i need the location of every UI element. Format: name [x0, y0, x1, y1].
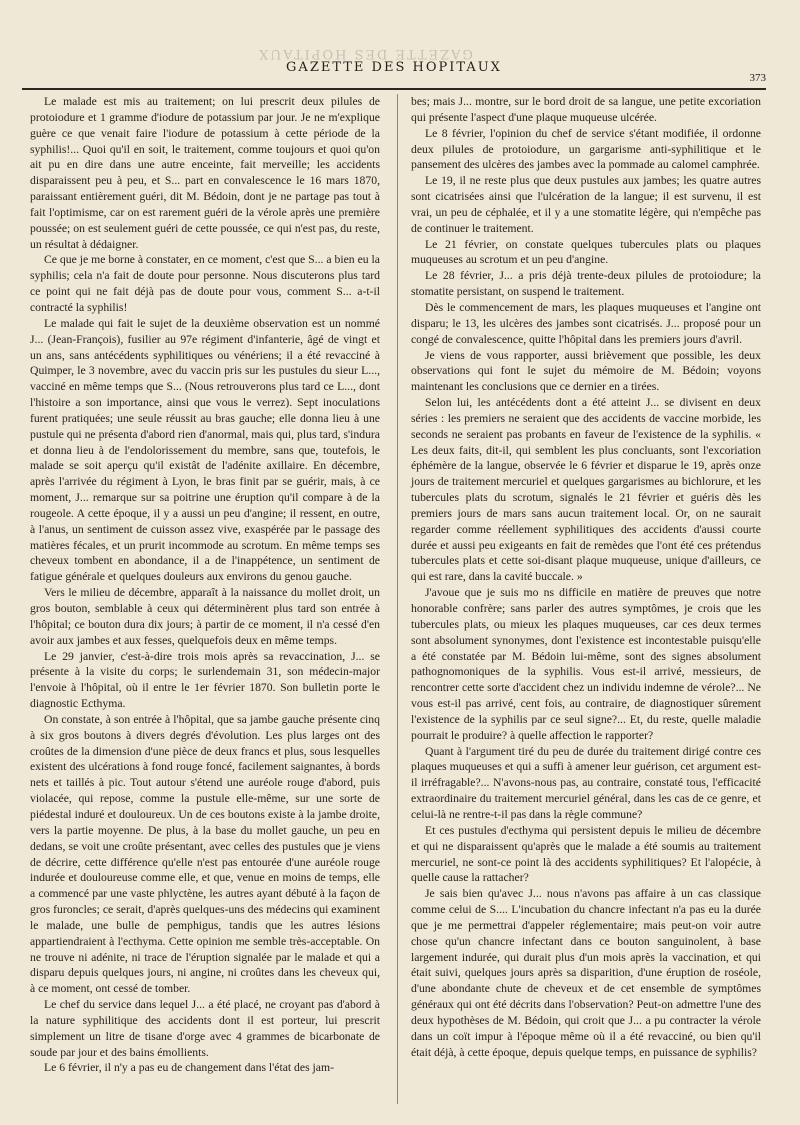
paragraph: bes; mais J... montre, sur le bord droit de sa langue, une petite excoriation qui présente l'aspect d'une plaque muqueuse ulcérée. — [411, 95, 761, 124]
paragraph: Le 8 février, l'opinion du chef de service s'étant modifiée, il ordonne deux pilules de protoiodure, un gargarisme anti-syphilitique et le pansement des ulcères des jambes avec la pommade au calomel camphrée. — [411, 126, 761, 172]
paragraph: Je sais bien qu'avec J... nous n'avons pas affaire à un cas classique comme celui de S.... L'incubation du chancre infectant n'a pas eu la durée que je me permettrai d'appeler réglementaire; mais peut-on voir autre chose qu'un chancre infectant dans ce bouton sanguinolent, à base largement indurée, qui durait plus d'un mois après la vaccination, et qui était suivi, quelques jours après sa disparition, d'une éruption de roséole, d'une abondante chute de cheveux et de cet ensemble de symptômes généraux qui ont été décrits dans l'observation? Peut-on admettre l'une des deux hypothèses de M. Bédoin, qui croit que J... a pu contracter la vérole dans un coït impur à l'époque même où il a été revacciné, ou bien qu'il était déjà, à cette époque, depuis quelque temps, en puissance de syphilis? — [411, 887, 761, 1059]
paragraph: On constate, à son entrée à l'hôpital, que sa jambe gauche présente cinq à six gros boutons à divers degrés d'évolution. Les plus larges ont des croûtes de la dimension d'une pièce de deux francs et plus, sous lesquelles existent des ulcérations à fond rouge foncé, facilement saignantes, à bords nets et taillés à pic. Tout autour s'étend une auréole rouge d'abord, puis violacée, qui repose, comme la pustule elle-même, sur une sorte de piédestal induré et douloureux. Un de ces boutons existe à la jambe droite, vers la partie moyenne. De plus, à la base du mollet gauche, un peu en dedans, se voit une croûte présentant, avec celles des pustules que je viens de décrire, cette différence qu'elle n'est pas entourée d'une auréole rouge indurée et douloureuse comme elle, et que, venue en moins de temps, elle a commencé par une vaste phlyctène, les autres ayant débuté à la façon de gros furoncles; ce serait, d'après quelques-uns des médecins qui examinent le malade, une bulle de pemphigus, tandis que les autres lésions appartiendraient à l'ecthyma. Cette opinion me semble très-acceptable. On ne trouve ni adénite, ni trace de l'éruption signalée par le malade et qui a disparu depuis quelques jours, ni angine, ni croûtes dans les cheveux qui, à ce moment, ont cessé de tomber. — [30, 712, 380, 996]
paragraph: Le malade est mis au traitement; on lui prescrit deux pilules de protoiodure et 1 gramme d'iodure de potassium par jour. Je ne m'explique guère ce que venait faire l'iodure de potassium à cette période de la syphilis!... Quoi qu'il en soit, le traitement, comme toujours et quoi qu'on ait pu en dire dans une autre enceinte, fait merveille; les accidents disparaissent peu à peu, et S... part en convalescence le 16 mars 1870, paraissant entièrement guéri, dit M. Bédoin, dont je ne partage pas tout à fait l'optimisme, car on est rarement guéri de la vérole après une première poussée; on est seulement guéri de cette poussée, ce qui n'est pas, du reste, un résultat à dédaigner. — [30, 95, 380, 251]
running-title: GAZETTE DES HOPITAUX — [286, 60, 502, 75]
paragraph: Quant à l'argument tiré du peu de durée du traitement dirigé contre ces plaques muqueuses et qui a suffi à amener leur guérison, cet argument est-il irréfragable?... N'avons-nous pas, au contraire, constaté tous, l'efficacité extraordinaire du traitement mercuriel général, dans les cas de ce genre, et celui-là ne rentre-t-il pas dans la règle commune? — [411, 744, 761, 821]
header-rule — [22, 88, 766, 90]
paragraph: Le 6 février, il n'y a pas eu de changement dans l'état des jam- — [44, 1061, 334, 1075]
page-header — [22, 44, 766, 84]
paragraph: Je viens de vous rapporter, aussi brièvement que possible, les deux observations qui font le sujet du mémoire de M. Bédoin; voyons maintenant les conclusions que ce dernier en a tirées. — [411, 348, 761, 394]
page-number: 373 — [749, 72, 766, 84]
paragraph: Le 29 janvier, c'est-à-dire trois mois après sa revaccination, J... se présente à la visite du corps; le surlendemain 31, son médecin-major l'envoie à l'hôpital, où il entre le 1er février 1870. Son bulletin porte le diagnostic Ecthyma. — [30, 649, 380, 711]
right-column — [411, 94, 761, 1060]
paragraph: Ce que je me borne à constater, en ce moment, c'est que S... a bien eu la syphilis; cela n'a fait de doute pour personne. Nous discuterons plus tard ce point qui ne fait déjà pas de doute pour vous, comment S... a-t-il contracté la syphilis! — [30, 253, 380, 314]
paragraph: Le 21 février, on constate quelques tubercules plats ou plaques muqueuses au scrotum et un peu d'angine. — [411, 237, 761, 267]
paragraph: Vers le milieu de décembre, apparaît à la naissance du mollet droit, un gros bouton, semblable à ceux qui déterminèrent plus tard son entrée à l'hôpital; ce bouton dura dix jours; à partir de ce moment, il n'a cessé d'en avoir aux jambes et aux fesses, quelquefois deux en même temps. — [30, 586, 380, 647]
column-divider — [397, 94, 398, 1104]
paragraph: Le 28 février, J... a pris déjà trente-deux pilules de protoiodure; la stomatite persistant, on suspend le traitement. — [411, 269, 761, 299]
paragraph: Le malade qui fait le sujet de la deuxième observation est un nommé J... (Jean-François), fusilier au 97e régiment d'infanterie, âgé de vingt et un ans, sans antécédents syphilitiques ou vénériens; il a été revacciné à Quimper, le 3 novembre, avec du vaccin pris sur les pustules du sieur L..., vacciné en même temps que S... (Nous retrouverons plus tard ce L..., dont l'histoire a son importance, ainsi que vous le verrez). Sept inoculations furent pratiquées; une seule réussit au bras gauche; elle donna lieu à une pustule qui ne présenta d'abord rien d'anormal, mais qui, plus tard, s'indura et donna lieu à de l'endolorissement du membre, sans que, toutefois, le malade se soit aperçu qu'il existât de l'adénite axillaire. En décembre, après l'arrivée du régiment à Lyon, le bras finit par se guérir, mais, à ce moment, J... remarque sur sa poitrine une éruption qu'il compare à de la rougeole. A cette époque, il y a aussi un peu d'angine; il ressent, en outre, à l'anus, un sentiment de cuisson assez vive, exaspérée par le passage des matières fécales, et un prurit incommode au scrotum. En même temps ses cheveux tombent en abondance, il a de l'inappétence, un sentiment de fatigue générale et quelques douleurs aux environs du genou gauche. — [30, 316, 380, 584]
left-column — [30, 94, 380, 1076]
bleed-through-title: GAZETTE DES HOPITAUX — [257, 46, 473, 61]
paragraph: Dès le commencement de mars, les plaques muqueuses et l'angine ont disparu; le 13, les ulcères des jambes sont cicatrisés. J... proposé pour un congé de convalescence, quitte l'hôpital dans les premiers jours d'avril. — [411, 300, 761, 346]
paragraph: Et ces pustules d'ecthyma qui persistent depuis le milieu de décembre et qui ne disparaissent qu'après que le malade a été soumis au traitement mercuriel, ne sont-ce point là des accidents syphilitiques? Et l'alopécie, à quelle cause la rattacher? — [411, 823, 761, 885]
paragraph: Selon lui, les antécédents dont a été atteint J... se divisent en deux séries : les premiers ne seraient que des accidents de vaccine morbide, les seconds ne seraient pas probants en faveur de l'existence de la syphilis. « Les deux faits, dit-il, qui semblent les plus concluants, sont l'excoriation éphémère de la langue, observée le 6 février et disparue le 19, après onze jours de traitement mercuriel et quelques gargarismes au bichlorure, et les tubercules plats du scrotum, signalés le 21 février et guéris dès les premiers jours de mars sans aucun traitement local. Or, on ne saurait regarder comme réellement syphilitiques des accidents d'aussi courte durée et aussi peu exigeants en fait de remèdes que l'ont été ces prétendus tubercules plats et cette soi-disant plaque muqueuse, unique d'ailleurs, ce qui est rare, dans la cavité buccale. » — [411, 396, 761, 584]
paragraph: J'avoue que je suis mo ns difficile en matière de preuves que notre honorable confrère; sans parler des autres symptômes, je crois que les tubercules plats, ou mieux les plaques muqueuses, car ces deux termes sont absolument synonymes, dont l'existence est incontestable puisqu'elle a été constatée par M. Bédoin lui-même, sont des signes absolument pathognomoniques de la syphilis. Vous est-il arrivé, messieurs, de rencontrer cette sorte d'accident chez un individu indemne de vérole?... Ne vous est-il pas arrivé, cent fois, au contraire, de diagnostiquer sûrement l'existence de la syphilis par ce seul signe?... Et, du reste, quelle maladie pourrait le produire? à quelle affection le rapporter? — [411, 586, 761, 742]
paragraph: Le 19, il ne reste plus que deux pustules aux jambes; les quatre autres sont cicatrisées ainsi que l'ulcération de la langue; il est survenu, il est vrai, un peu de céphalée, et il y a une stomatite légère, qui n'empêche pas de continuer le traitement. — [411, 174, 761, 235]
paragraph: Le chef du service dans lequel J... a été placé, ne croyant pas d'abord à la nature syphilitique des accidents dont il est porteur, lui prescrit simplement un litre de tisane d'orge avec 4 grammes de bicarbonate de soude par jour et des bains émollients. — [30, 998, 380, 1059]
